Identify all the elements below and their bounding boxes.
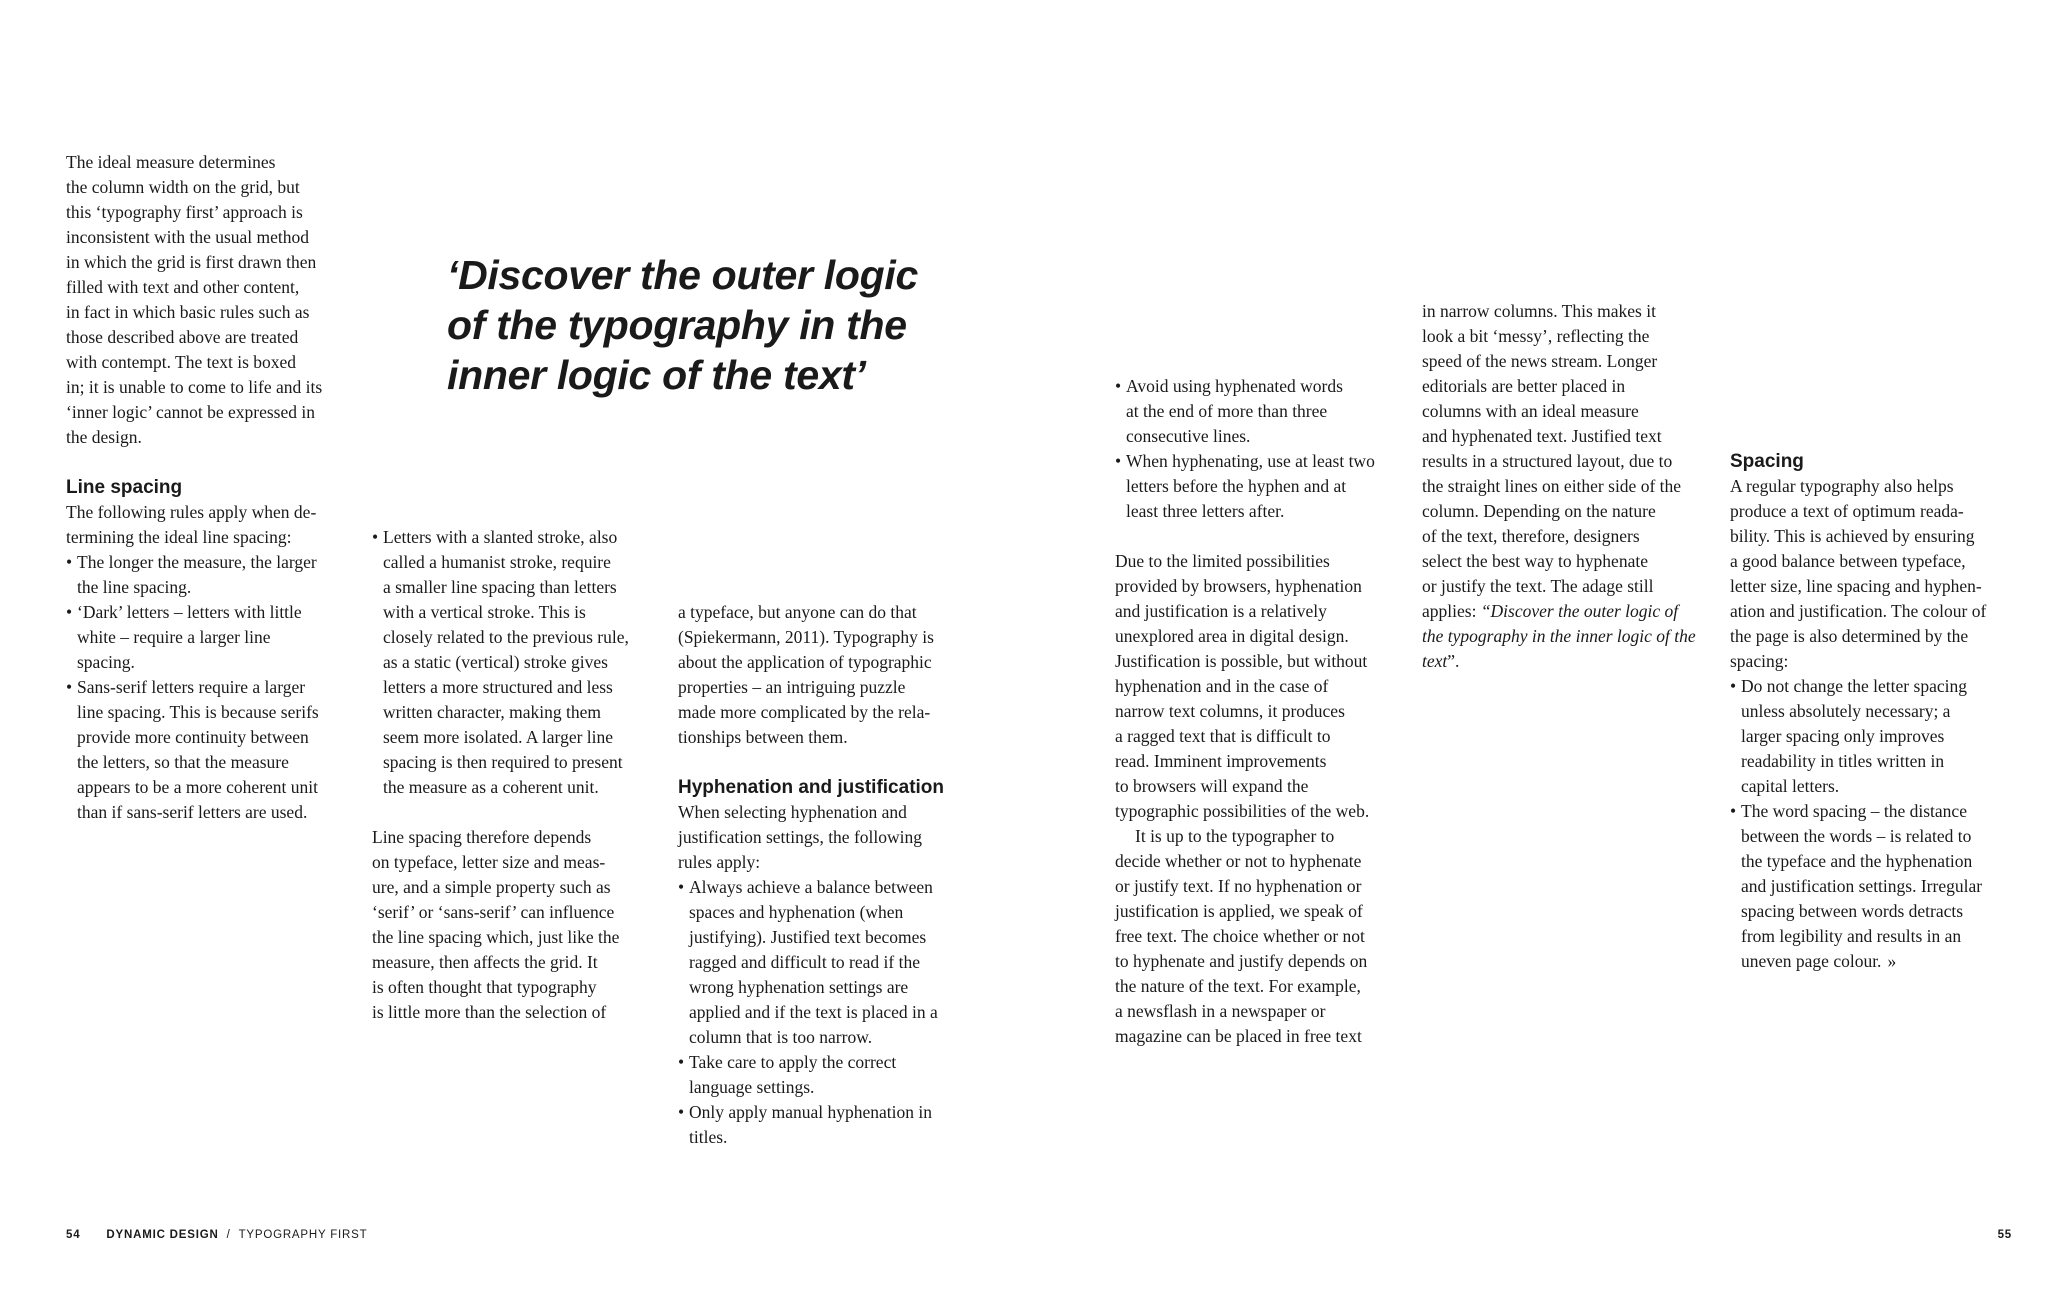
hyphenation-lead: When selecting hyphenation and justification settings, the following rules apply: [678,802,923,872]
spacing-lead: A regular typography also helps produce a text of optimum reada- bility. This is achieved by ensuring a good balance between typeface, letter size, line spacing and hyphen- ation and justification. The colour of the page is also determined by the spacing: [1730,476,1987,671]
intro-paragraph: The ideal measure determines the column width on the grid, but this ‘typography first’ approach is inconsistent with the usual method in which the grid is first drawn then filled with text and other content, in fact in which basic rules such as those described above are treated with contempt. The text is boxed in; it is unable to come to life and its ‘inner logic’ cannot be expressed in the design. [66,152,323,447]
footer-right [1998,1228,2012,1242]
spacing-rules [1730,674,2030,974]
line-spacing-lead: The following rules apply when de- termining the ideal line spacing: [66,502,317,547]
page-number-left: 54 [66,1229,81,1241]
list-item: • Take care to apply the correct language settings. [678,1050,978,1100]
pull-quote: ‘Discover the outer logic of the typography in the inner logic of the text’ [447,252,918,398]
page-number-right: 55 [1997,1229,2012,1241]
typographer-paragraph: It is up to the typographer to decide whether or not to hyphenate or justify text. If no hyphenation or justification is applied, we speak of free text. The choice whether or not to hyphenate and justify depends on the nature of the text. For example, a newsflash in a newspaper or magazine can be placed in free text [1115,826,1368,1046]
list-item: • Avoid using hyphenated words at the end of more than three consecutive lines. [1115,374,1415,449]
line-spacing-paragraph: Line spacing therefore depends on typeface, letter size and meas- ure, and a simple property such as ‘serif’ or ‘sans-serif’ can influence the line spacing which, just like the measure, then affects the grid. It is often thought that typography is little more than the selection of [372,827,620,1022]
list-item: • Sans-serif letters require a larger line spacing. This is because serifs provide more continuity between the letters, so that the measure appears to be a more coherent unit than if sans-serif letters are used. [66,675,346,825]
chapter-title: TYPOGRAPHY FIRST [238,1229,368,1241]
hyphenation-rules [678,875,978,1150]
column-1 [66,150,346,825]
list-item: • ‘Dark’ letters – letters with little white – require a larger line spacing. [66,600,346,675]
list-item: • Always achieve a balance between spaces and hyphenation (when justifying). Justified text becomes ragged and difficult to read if the wrong hyphenation settings are applied and if the text is placed in a column that is too narrow. [678,875,978,1050]
continue-arrow-icon: » [1887,951,1897,971]
list-item: • Do not change the letter spacing unless absolutely necessary; a larger spacing only improves readability in titles written in capital letters. [1730,674,2030,799]
line-spacing-rules-continued [372,525,662,800]
hyphenation-rules-continued [1115,374,1415,524]
column-2 [372,525,662,1025]
spacing-heading: Spacing [1730,451,1804,472]
line-spacing-rules [66,550,346,825]
line-spacing-heading: Line spacing [66,477,183,498]
list-item: • When hyphenating, use at least two letters before the hyphen and at least three letters after. [1115,449,1415,524]
column-5 [1422,299,1722,674]
section-title: DYNAMIC DESIGN [106,1229,219,1241]
list-item: • Only apply manual hyphenation in titles. [678,1100,978,1150]
adage-line: applies: “Discover the outer logic of [1422,601,1679,621]
news-stream-paragraph: in narrow columns. This makes it look a bit ‘messy’, reflecting the speed of the news stream. Longer editorials are better placed in columns with an ideal measure and hyphenated text. Justified text results in a structured layout, due to the straight lines on either side of the column. Depending on the nature of the text, therefore, designers select the best way to hyphenate or justify the text. The adage still applies: “Discover the outer logic of the typography in the inner logic of the text”. [1422,299,1722,674]
browsers-paragraph: Due to the limited possibilities provided by browsers, hyphenation and justification is a relatively unexplored area in digital design. Justification is possible, but without hyphenation and in the case of narrow text columns, it produces a ragged text that is difficult to read. Imminent improvements to browsers will expand the typographic possibilities of the web. [1115,551,1370,821]
list-item: • The longer the measure, the larger the line spacing. [66,550,346,600]
hyphenation-heading: Hyphenation and justification [678,777,945,798]
footer-left [66,1228,367,1242]
list-item: • Letters with a slanted stroke, also called a humanist stroke, require a smaller line spacing than letters with a vertical stroke. This is closely related to the previous rule, as a static (vertical) stroke gives letters a more structured and less written character, making them seem more isolated. A larger line spacing is then required to present the measure as a coherent unit. [372,525,662,800]
typography-paragraph: a typeface, but anyone can do that (Spiekermann, 2011). Typography is about the application of typographic properties – an intriguing puzzle made more complicated by the rela- tionships between them. [678,602,934,747]
list-item: • The word spacing – the distance between the words – is related to the typeface and the hyphenation and justification settings. Irregular spacing between words detracts from legibility and results in an uneven page colour. » [1730,799,2030,974]
column-3 [678,600,978,1150]
column-6 [1730,449,2030,974]
column-4 [1115,374,1415,1049]
breadcrumb-separator: / [226,1229,231,1241]
